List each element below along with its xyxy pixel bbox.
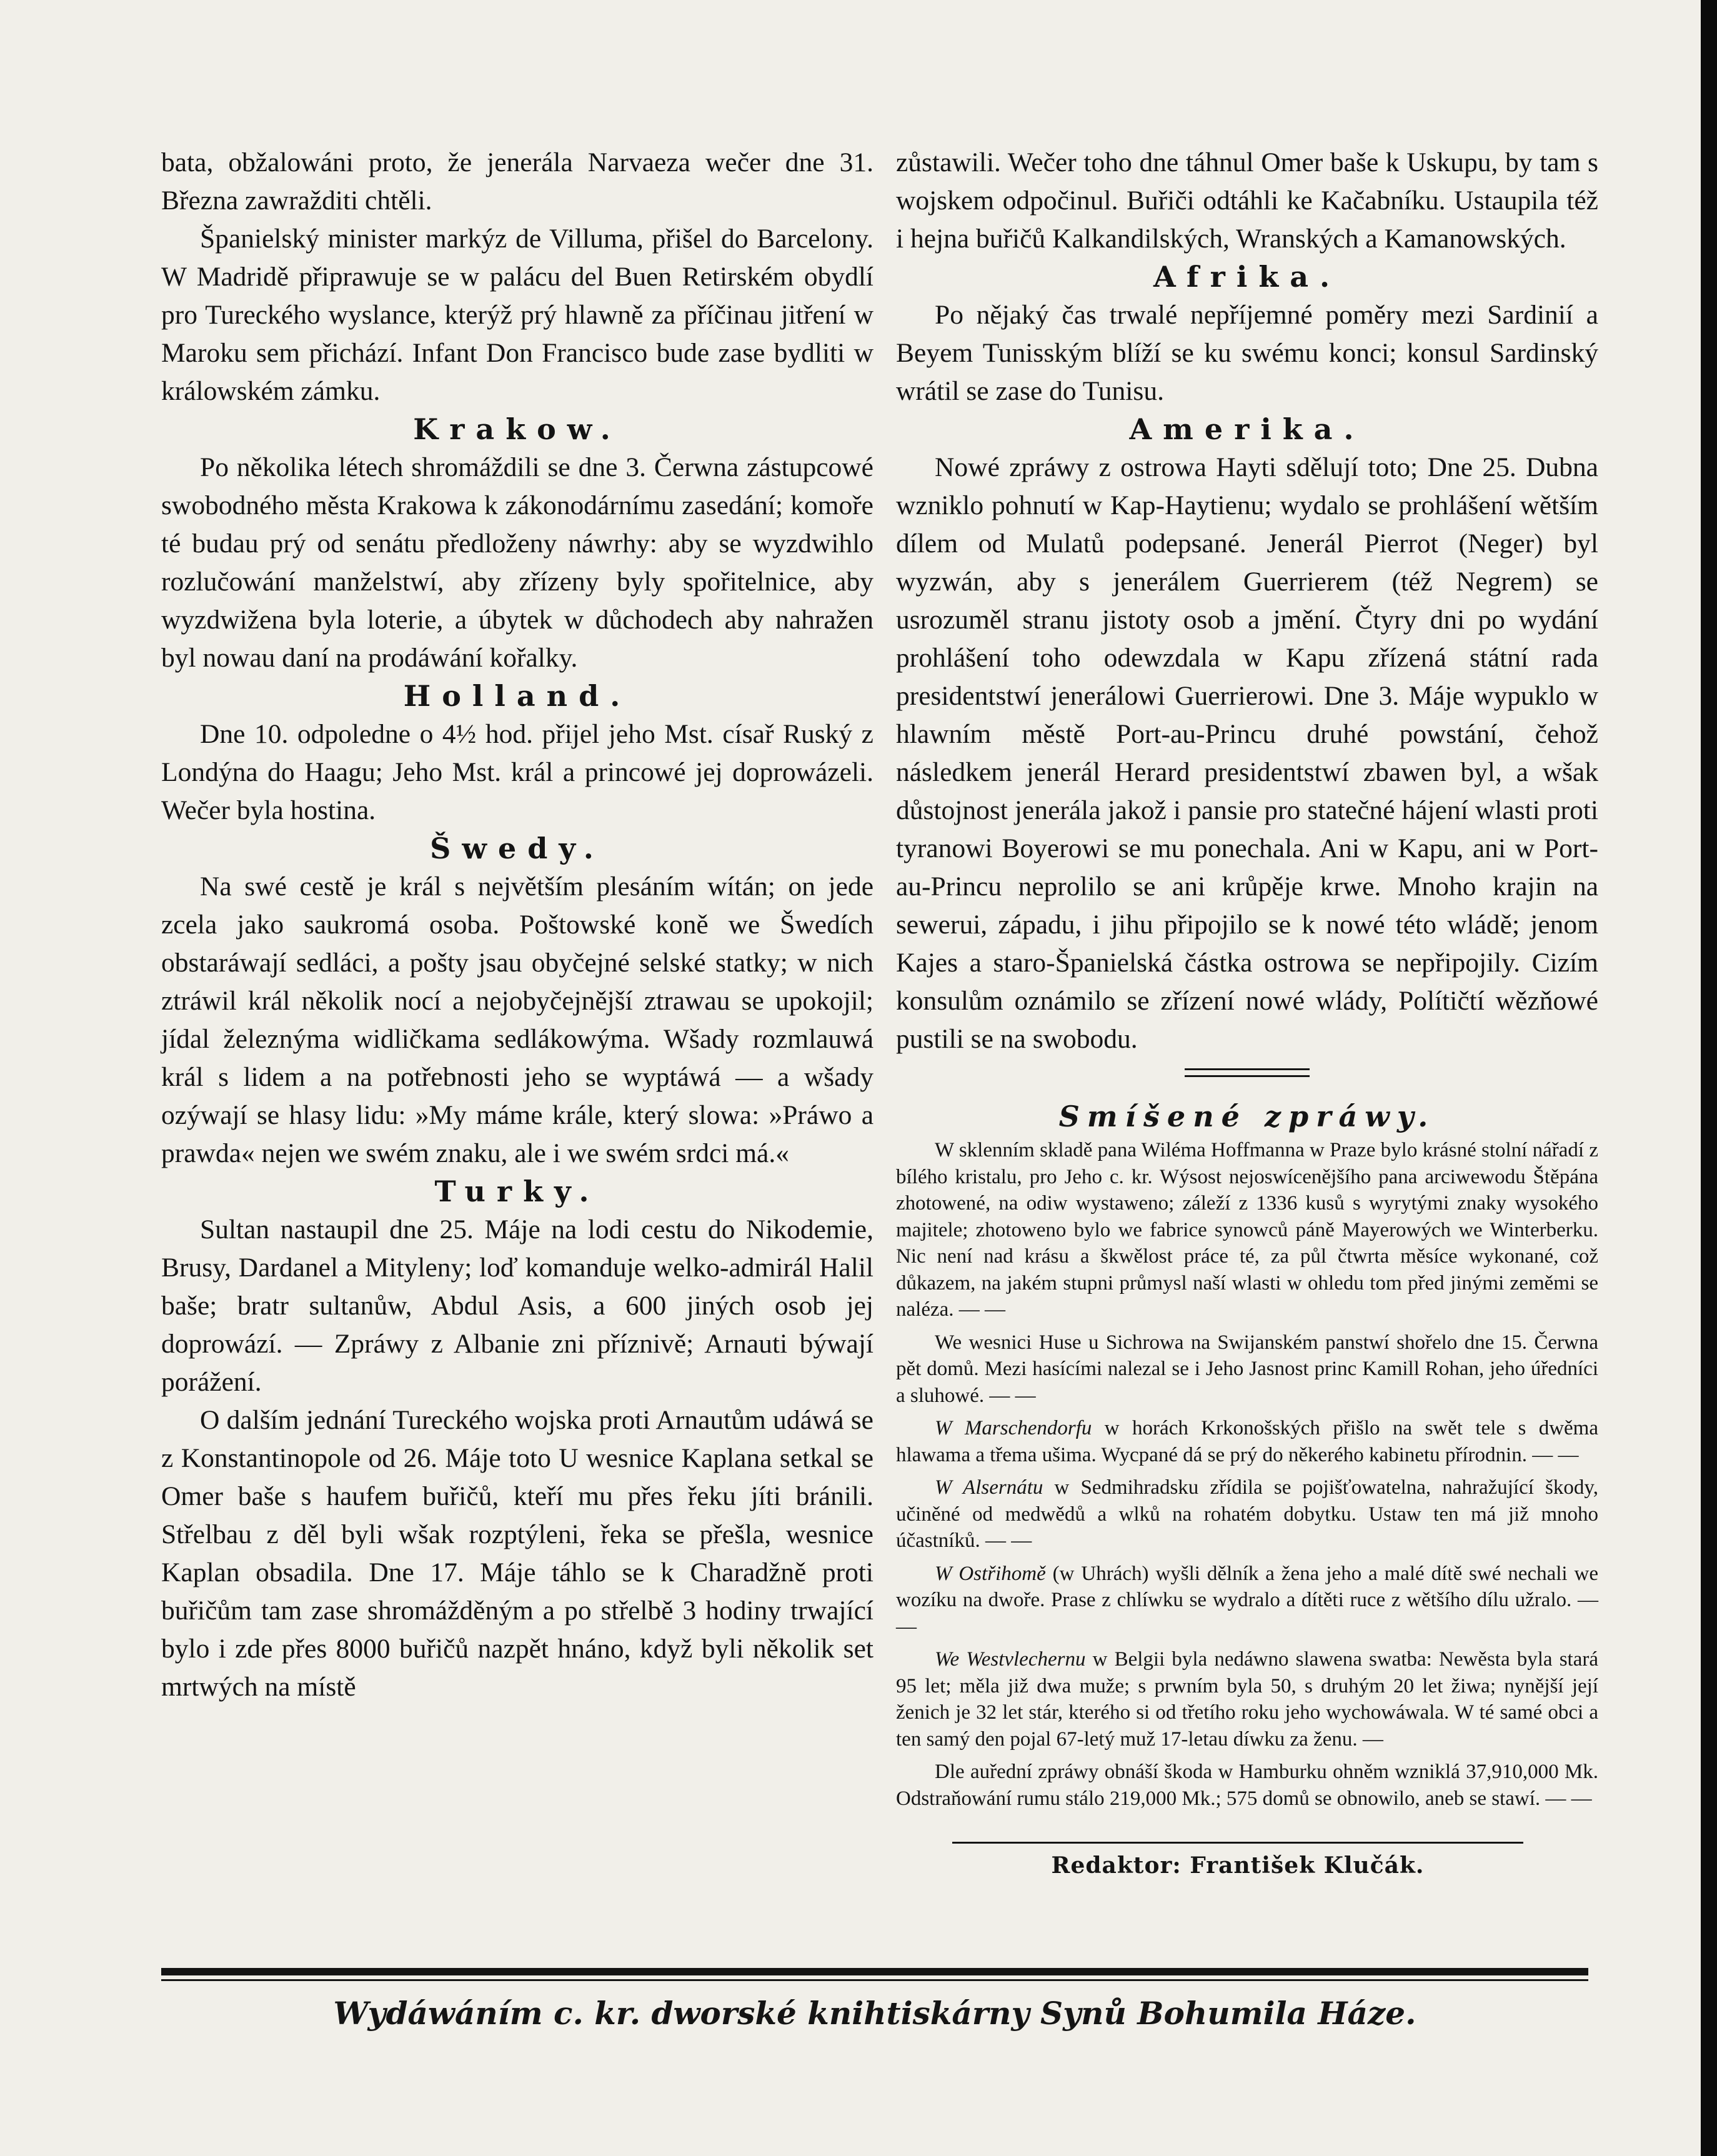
section-heading-holland: Holland. [403, 679, 632, 713]
news-item [896, 1646, 1598, 1752]
footer-rule-thick [161, 1968, 1588, 1975]
left-column [161, 144, 873, 1706]
article-text: Po nějaký čas trwalé nepříjemné poměry mezi Sardinií a Beyem Tunisským blíží se ku swému konci; konsul Sardinský wrátil se zase do Tunisu. [896, 300, 1598, 406]
misc-news [896, 1137, 1598, 1812]
article-text: Sultan nastaupil dne 25. Máje na lodi cestu do Nikodemie, Brusy, Dardanel a Mityleny; loď komanduje welko-admirál Halil baše; bratr sultanůw, Abdul Asis, a 600 jiných osob jej doprowází. — Zpráwy z Albanie zni příznivě; Arnauti býwají porážení. [161, 1215, 873, 1397]
news-text: w horách Krkonošských přišlo na swět tele s dwěma hlawama a třema ušima. Wycpané dá se prý do někerého kabinetu přírodnin. — — [896, 1417, 1598, 1466]
news-item [896, 1561, 1598, 1641]
news-item [896, 1474, 1598, 1554]
publisher-imprint: Wydáwáním c. kr. dworské knihtiskárny Synů Bohumila Háze. [333, 1995, 1416, 2032]
section-heading-amerika: Amerika. [1129, 412, 1365, 446]
right-column [896, 144, 1598, 1881]
place-name: We Westvlechernu [935, 1648, 1086, 1671]
news-text: w Sedmihradsku zřídila se pojišťowatelna, nahražující škody, učiněné od medwědů a wlků na rohatém dobytku. Ustaw ten má již mnoho účastníků. — — [896, 1476, 1598, 1552]
article-text: Španielský minister markýz de Villuma, přišel do Barcelony. W Madridě připrawuje se w palácu del Buen Retirském obydlí pro Tureckého wyslance, kterýž prý hlawně za příčinau jitření w Maroku sem přichází. Infant Don Francisco bude zase bydliti w králowském zámku. [161, 224, 873, 406]
section-heading-smisene: Smíšené zpráwy. [1058, 1100, 1436, 1133]
news-text: (w Uhrách) wyšli dělník a žena jeho a malé dítě swé nechali we wozíku na dwoře. Prase z chlíwku se wydralo a dítěti ruce z wětšího dílu užralo. — — [896, 1562, 1598, 1638]
article-text: bata, obžalowáni proto, že jenerála Narvaeza wečer dne 31. Března zawražditi chtěli. [161, 147, 873, 216]
ornamental-divider [1185, 1068, 1310, 1077]
article-text: Na swé cestě je král s největším plesáním wítán; on jede zcela jako saukromá osoba. Poštowské koně we Šwedích obstaráwají sedláci, a pošty jsau obyčejné selské statky; w nich ztráwil král několik nocí a nejobyčejnější ztrawau se upokojil; jídal železnýma widličkama sedlákowýma. Wšady rozmlauwá král s lidem a na potřebnosti jeho se wyptáwá — a wšady ozýwají se hlasy lidu: »My máme krále, který slowa: »Práwo a prawda« nejen we swém znaku, ale i we swém srdci má.« [161, 872, 873, 1168]
editor-credit: Redaktor: František Klučák. [952, 1842, 1523, 1881]
place-name: W Ostřihomě [935, 1562, 1046, 1585]
news-item: W sklenním skladě pana Wiléma Hoffmanna w Praze bylo krásné stolní nářadí z bílého kristalu, pro Jeho c. kr. Wýsost nejoswícenějšího pana arciwewodu Štěpána zhotowené, na odiw wystaweno; záleží z 1336 kusů s wyrytými znaky wysokého majitele; zhotoweno bylo we fabrice synowců páně Mayerowých we Winterberku. Nic není nad krásu a škwělost práce té, za půl čtwrta měsíce wykonané, což důkazem, na jakém stupni průmysl naší wlasti w ohledu tom před jinými zeměmi se naléza. — — [896, 1139, 1598, 1321]
news-item: We wesnici Huse u Sichrowa na Swijanském panstwí shořelo dne 15. Čerwna pět domů. Mezi hasícími nalezal se i Jeho Jasnost princ Kamill Rohan, jeho úředníci a sluhowé. — — [896, 1331, 1598, 1407]
section-heading-turky: Turky. [434, 1175, 600, 1208]
article-text: Nowé zpráwy z ostrowa Hayti sdělují toto; Dne 25. Dubna wzniklo pohnutí w Kap-Haytienu; wydalo se prohlášení wětším dílem od Mulatů podepsané. Jenerál Pierrot (Neger) byl wyzwán, aby s jenerálem Guerrierem (též Negrem) se usrozuměl stranu jistoty osob a jmění. Čtyry dni po wydání prohlášení toho odewzdala w Kapu zřízená státní rada presidentstwí jenerálowi Guerrierowi. Dne 3. Máje wypuklo w hlawním městě Port-au-Princu druhé powstání, čehož následkem jenerál Herard presidentstwí zbawen byl, a wšak důstojnost jenerála jakož i pansie pro statečné hájení wlasti proti tyranowi Boyerowi se mu ponechala. Ani w Kapu, ani w Port-au-Princu neprolilo se ani krůpěje krwe. Mnoho krajin na sewerui, západu, i jihu připojilo se k nowé této wládě; jenom Kajes a staro-Španielská částka ostrowa se nepřipojily. Cizím konsulům oznámilo se zřízení nowé wlády, Polítičtí wězňowé pustili se na swobodu. [896, 452, 1598, 1054]
article-text: Po několika létech shromáždili se dne 3. Čerwna zástupcowé swobodného města Krakowa k zákonodárnímu zasedání; komoře té budau prý od senátu předloženy náwrhy: aby se wyzdwihlo rozlučowání manželstwí, aby zřízeny byly spořitelnice, aby wyzdwižena byla loterie, a úbytek w důchodech aby nahražen byl nowau daní na prodáwání kořalky. [161, 452, 873, 673]
section-heading-krakow: Krakow. [413, 412, 622, 446]
place-name: W Marschendorfu [935, 1417, 1092, 1439]
section-heading-swedy: Šwedy. [430, 832, 605, 865]
news-item: Dle auřední zpráwy obnáší škoda w Hamburku ohněm wzniklá 37,910,000 Mk. Odstraňowání rumu stálo 219,000 Mk.; 575 domů se obnowilo, aneb se stawí. — — [896, 1761, 1598, 1810]
place-name: W Alsernátu [935, 1476, 1043, 1499]
news-item [896, 1415, 1598, 1468]
section-heading-afrika: Afrika. [1153, 260, 1341, 294]
article-text: O dalším jednání Tureckého wojska proti Arnautům udáwá se z Konstantinopole od 26. Máje toto U wesnice Kaplana setkal se Omer baše s haufem buřičů, kteří mu přes řeku jíti bránili. Střelbau z děl byli wšak rozptýleni, řeka se přešla, wesnice Kaplan obsadila. Dne 17. Máje táhlo se k Charadžně proti buřičům tam zase shromážděným a po střelbě 3 hodiny trwající bylo i zde přes 8000 buřičů nazpět hnáno, když byli několik set mrtwých na místě [161, 1405, 873, 1702]
news-text: w Belgii byla nedáwno slawena swatba: Newěsta byla stará 95 let; měla již dwa muže; s prwním byla 50, s druhým 20 let žiwa; nynější její ženich je 32 let stár, kterého si od třetího roku jeho wychowáwala. W té samé obci a ten samý den pojal 67-letý muž 17-letau díwku za ženu. — [896, 1648, 1598, 1751]
article-text: zůstawili. Wečer toho dne táhnul Omer baše k Uskupu, by tam s wojskem odpočinul. Buřiči odtáhli ke Kačabníku. Ustaupila též i hejna buřičů Kalkandilských, Wranských a Kamanowských. [896, 147, 1598, 254]
footer-rule-thin [161, 1979, 1588, 1981]
article-text: Dne 10. odpoledne o 4½ hod. přijel jeho Mst. císař Ruský z Londýna do Haagu; Jeho Mst. král a princowé jej doprowázeli. Wečer byla hostina. [161, 719, 873, 825]
